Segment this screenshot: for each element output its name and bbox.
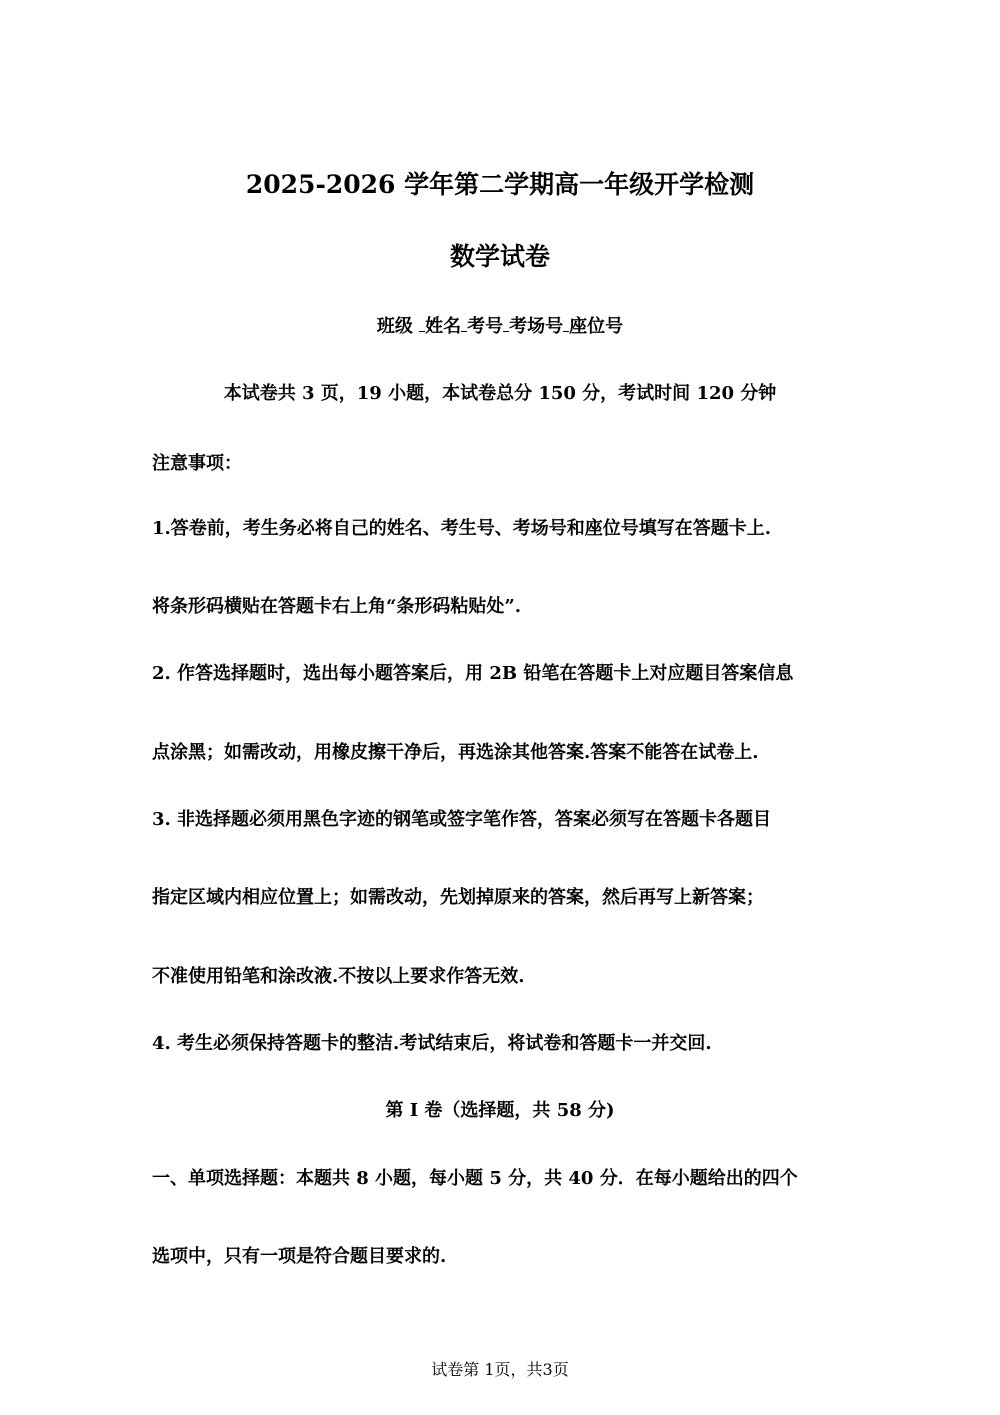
exam-subtitle: 数学试卷 <box>449 242 550 271</box>
notice-item-2-line-1: 2. 作答选择题时，选出每小题答案后，用 2B 铅笔在答题卡上对应题目答案信息 <box>152 663 794 684</box>
notice-item-1-line-2: 将条形码横贴在答题卡右上角“条形码粘贴处”. <box>152 596 521 617</box>
field-exam-room-label: 考场号 <box>509 316 564 337</box>
student-info-fields <box>0 318 1000 336</box>
field-seat-label: 座位号 <box>569 316 624 337</box>
notice-item-1-line-1: 1.答卷前，考生务必将自己的姓名、考生号、考场号和座位号填写在答题卡上. <box>152 518 772 539</box>
section-heading-line-1: 一、单项选择题：本题共 8 小题，每小题 5 分，共 40 分．在每小题给出的四个 <box>152 1168 798 1189</box>
notice-item-2-line-2: 点涂黑；如需改动，用橡皮擦干净后，再选涂其他答案.答案不能答在试卷上. <box>152 742 759 763</box>
field-name-label: 姓名 <box>425 316 462 337</box>
exam-info: 本试卷共 3 页，19 小题，本试卷总分 150 分，考试时间 120 分钟 <box>223 383 777 404</box>
exam-title: 2025-2026 学年第二学期高一年级开学检测 <box>245 170 755 199</box>
notice-item-4: 4. 考生必须保持答题卡的整洁.考试结束后，将试卷和答题卡一并交回. <box>152 1033 712 1054</box>
field-exam-number-label: 考号 <box>467 316 504 337</box>
section-heading-line-2: 选项中，只有一项是符合题目要求的. <box>152 1246 447 1267</box>
notice-item-3-line-3: 不准使用铅笔和涂改液.不按以上要求作答无效. <box>152 966 525 987</box>
field-class-label: 班级 <box>376 316 413 337</box>
notice-item-3-line-1: 3. 非选择题必须用黑色字迹的钢笔或签字笔作答，答案必须写在答题卡各题目 <box>152 809 772 830</box>
part-title: 第 I 卷（选择题，共 58 分) <box>385 1100 615 1121</box>
notice-heading: 注意事项： <box>152 453 242 474</box>
notice-item-3-line-2: 指定区域内相应位置上；如需改动，先划掉原来的答案，然后再写上新答案； <box>152 887 764 908</box>
page-footer: 试卷第 1页，共3页 <box>431 1360 569 1379</box>
